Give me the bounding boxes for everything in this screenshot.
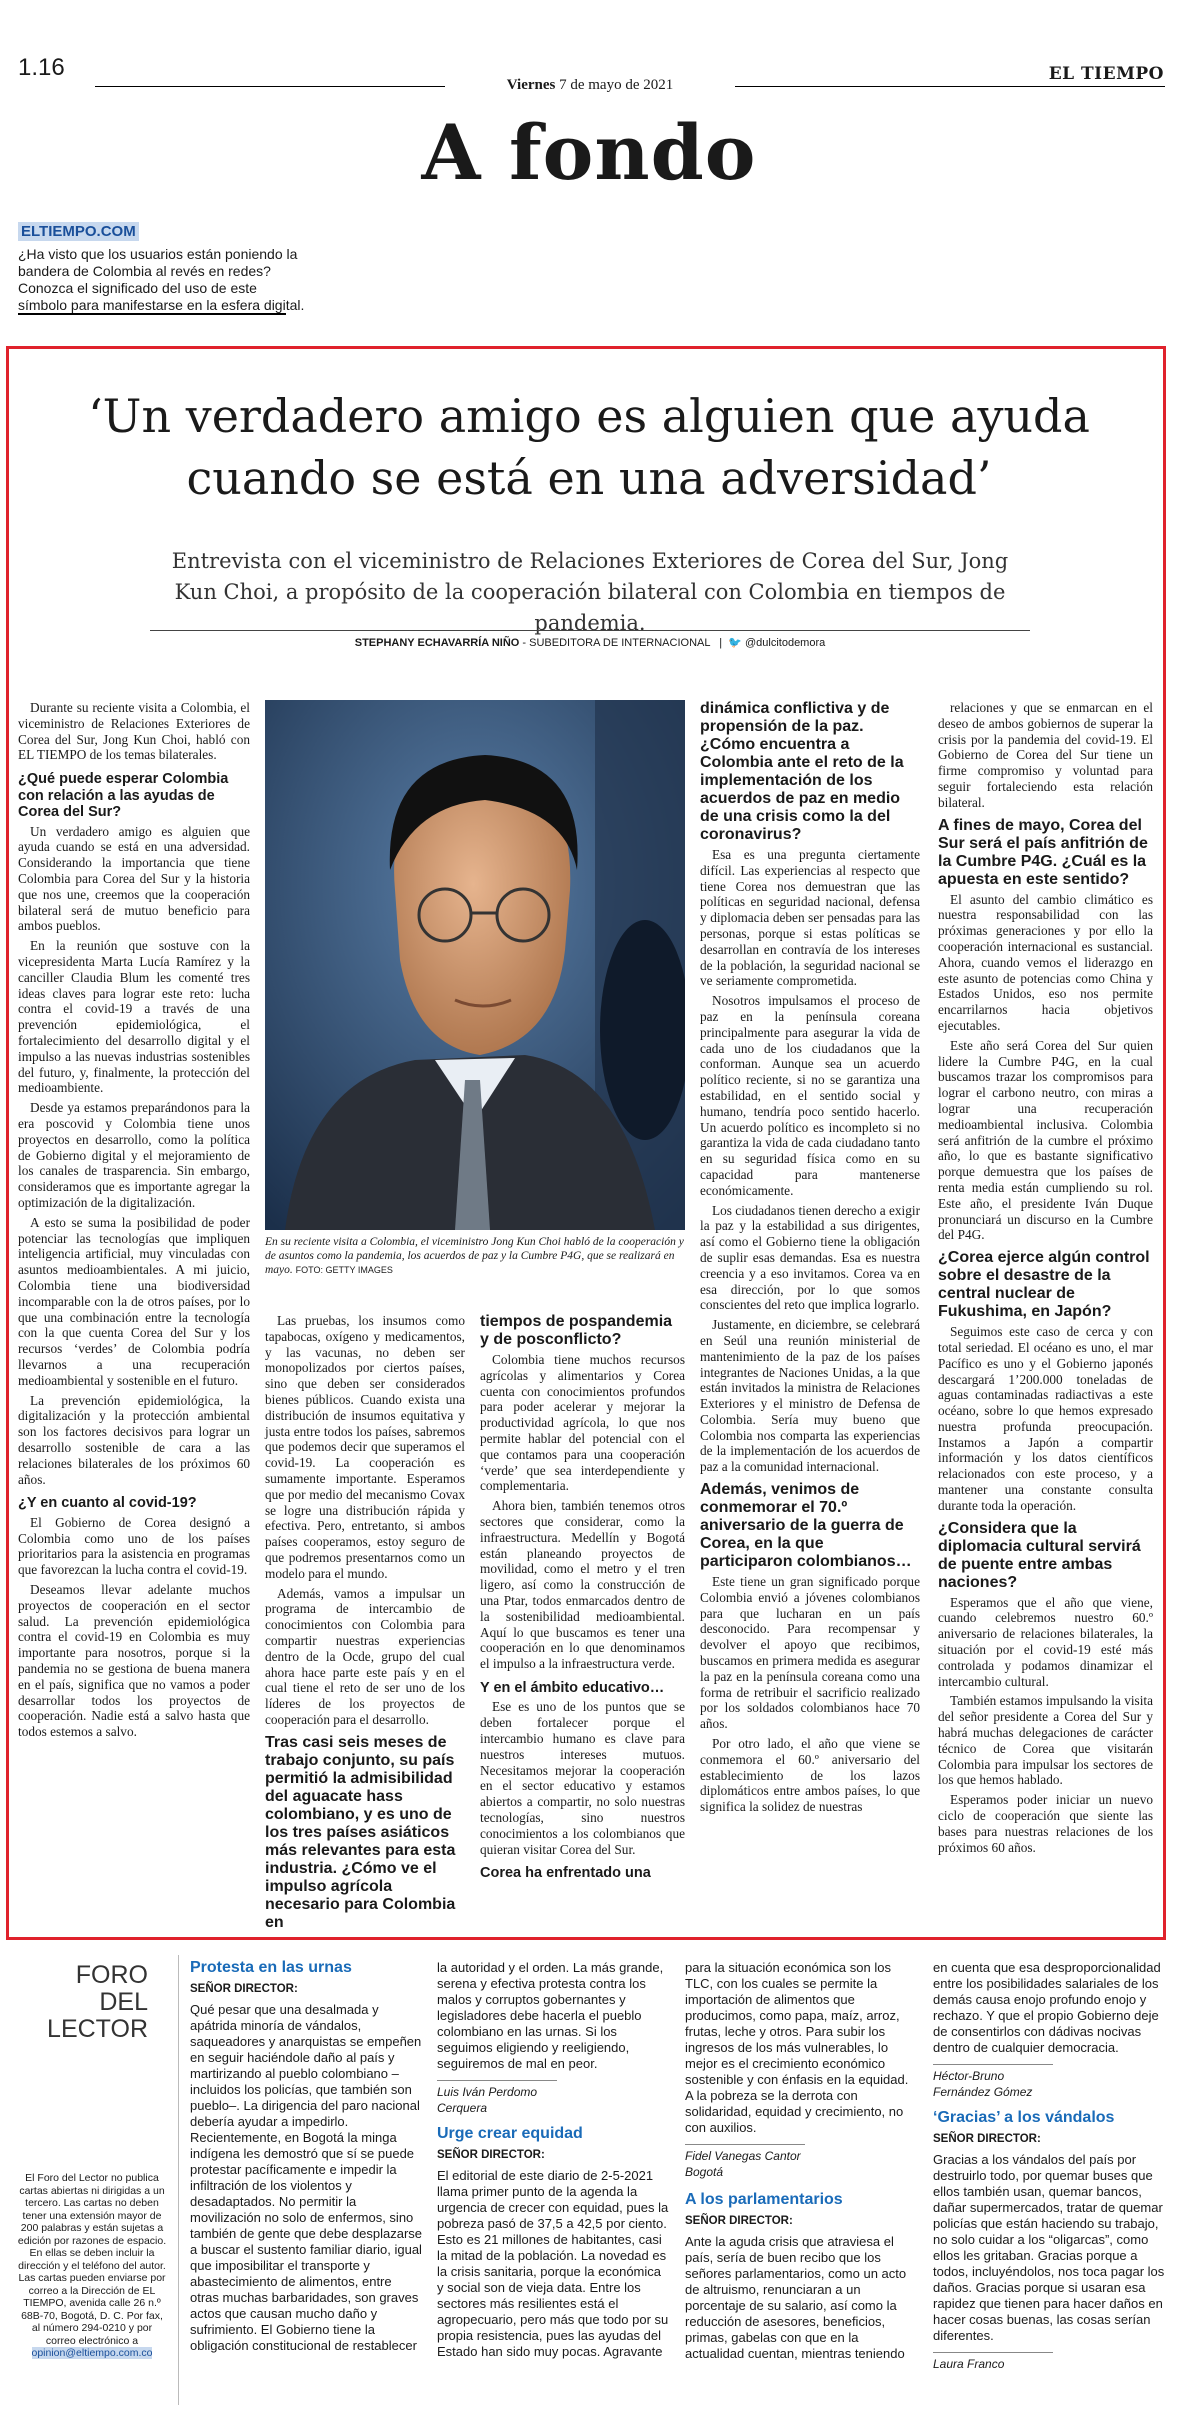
issue-date: Viernes 7 de mayo de 2021 — [506, 77, 674, 93]
question: ¿Y en cuanto al covid-19? — [18, 1495, 197, 1512]
twitter-handle[interactable]: @dulcitodemora — [744, 637, 826, 649]
question: A fines de mayo, Corea del Sur será el país anfitrión de la Cumbre P4G. ¿Cuál es la apuesta en este sentido? — [938, 816, 1148, 888]
photo-credit: FOTO: GETTY IMAGES — [295, 1265, 393, 1275]
question: tiempos de pospandemia y de posconflicto? — [480, 1313, 673, 1348]
question: ¿Considera que la diplomacia cultural servirá de puente entre ambas naciones? — [938, 1519, 1141, 1591]
letter-city: Bogotá — [685, 2165, 724, 2179]
header-rule-left — [95, 86, 445, 87]
author-name: STEPHANY ECHAVARRÍA NIÑO — [354, 637, 520, 649]
article-column-3: dinámica conflictiva y de propensión de la paz. ¿Cómo encuentra a Colombia ante el reto de la implementación de los acuerdos de paz en medio de una crisis como la del coronavirus? Esa es una pregunta ciertamente difícil. Las experiencias al respecto que tiene Corea nos demuestran que las políticas en seguridad nacional, defensa y diplomacia deben ser pensadas para las personas, porque si estas políticas se desarrollan en contravía de los intereses de la población, la seguridad nacional se ve seriamente comprometida. Nosotros impulsamos el proceso de paz en la península coreana principalmente para asegurar la vida de cada uno de los ciudadanos que la conforman. Aunque sea un acuerdo político reciente, si no se garantiza una estabilidad, en el sentido social y humano, tendría poco sentido hacerlo. Un acuerdo político es incompleto si no garantiza la vida de cada ciudadano tanto en su seguridad física como en su capacidad para mantenerse económicamente. Los ciudadanos tienen derecho a exigir la paz y la estabilidad a sus dirigentes, así como el Gobierno tiene la obligación de suplir esas demandas. Esa es nuestra creencia y a eso invitamos. Corea va en esa dirección, por lo que somos conscientes del reto que implica lograrlo. Justamente, en diciembre, se celebrará en Seúl una reunión ministerial de mantenimiento de la paz de los países integrantes de Naciones Unidas, a la que están invitados la ministra de Relaciones Exteriores y el ministro de Defensa de Colombia. Sería muy bueno que Colombia nos comparta las experiencias de la implementación de los acuerdos de paz a la comunidad internacional. Además, venimos de conmemorar el 70.º aniversario de la guerra de Corea, en la que participaron colombianos… Este tiene un gran significado porque Colombia envió a jóvenes colombianos para que lucharan en un país desconocido. Para recompensar y devolver el apoyo que recibimos, buscamos en primera medida es asegurar la paz en la península coreana como una forma de retribuir el sacrificio realizado por los soldados colombianos hace 70 años. Por otro lado, el año que viene se conmemora el 60.º aniversario del establecimiento de los lazos diplomáticos entre ambos países, lo que significa la solidez de nuestras — [700, 700, 920, 1815]
article-column-3-bottom: tiempos de pospandemia y de posconflicto? Colombia tiene muchos recursos agrícolas y alimentarios y Corea cuenta con conocimientos profundos para poder acelerar y mejorar la productividad agrícola, lo que nos permite hablar del potencial con el que contamos para una cooperación ‘verde’ que sea interdependiente y complementaria. Ahora bien, también tenemos otros sectores que considerar, como la infraestructura. Medellín y Bogotá están planeando proyectos de movilidad, como el metro y el tren ligero, así como la construcción de una Ptar, todos enmarcados dentro de la sostenibilidad medioambiental. Aquí lo que buscamos es tener una cooperación en lo que denominamos el impulso a la infraestructura verde. Y en el ámbito educativo… Ese es uno de los puntos que se deben fortalecer porque el intercambio humano es clave para nuestros intereses mutuos. Necesitamos mejorar la cooperación en el sector educativo y estamos abiertos a compartir, no solo nuestras tecnologías, sino nuestros conocimientos a los colombianos que quieran visitar Corea del Sur. Corea ha enfrentado una — [480, 1313, 685, 1882]
article-headline: ‘Un verdadero amigo es alguien que ayuda cuando se está en una adversidad’ — [88, 389, 1090, 505]
letter-1-continued: la autoridad y el orden. La más grande, serena y efectiva protesta contra los malos y corruptos gobernantes y legisladores debe hacerla el pueblo colombiano en las urnas. Si los seguimos eligiendo y reeligiendo, seguiremos de mal en peor. Luis Iván Perdomo Cerquera Urge crear equidad SEÑOR DIRECTOR: El editorial de este diario de 2-5-2021 llama primer punto de la agenda la urgencia de crecer con equidad, pues la pobreza pasó de 37,5 a 42,5 por ciento. Esto es 21 millones de habitantes, casi la mitad de la población. La novedad es la crisis sanitaria, porque la económica y social son de vieja data. Entre los sectores más resilientes está el agropecuario, pero más que todo por su propia resistencia, pues las ayudas del Estado han sido muy pocas. Agravante — [437, 1960, 669, 2359]
header-rule-right — [735, 86, 1165, 87]
masthead-logo: EL TIEMPO — [1048, 64, 1164, 84]
letter-2-continued: para la situación económica son los TLC, con los cuales se permite la importación de alimentos que producimos, como papa, maíz, arroz, frutas, leche y otros. Para subir los ingresos de los más vulnerables, lo mejor es el crecimiento económico sostenible y con énfasis en la equidad. A la pobreza se la derrota con solidaridad, equidad y crecimiento, no con auxilios. Fidel Vanegas Cantor Bogotá A los parlamentarios SEÑOR DIRECTOR: Ante la aguda crisis que atraviesa el país, sería de buen recibo que los señores parlamentarios, como un acto de altruismo, renunciaran a un porcentaje de su salario, así como la reducción de asesores, beneficios, primas, gabelas con que en la actualidad cuentan, mientras teniendo — [685, 1960, 917, 2364]
letters-divider — [178, 1955, 179, 2405]
letter-title: A los parlamentarios — [685, 2191, 843, 2208]
letter-1: Protesta en las urnas SEÑOR DIRECTOR: Qué pesar que una desalmada y apátrida minoría de vándalos, saqueadores y anarquistas se empeñen en seguir haciéndole daño al país y martirizando al pueblo colombiano –incluidos los policías, que también son pueblo–. La dirigencia del paro nacional debería ayudar a impedirlo. Recientemente, en Bogotá la minga indígena les demostró que sí se puede protestar pacíficamente e impedir la infiltración de los violentos y desadaptados. No permitir la movilización no solo de enfermos, sino también de gente que debe desplazarse a buscar el sustento familiar diario, igual que imposibilitar el transporte y abastecimiento de alimentos, entre otras muchas barbaridades, son graves actos que causan mucho daño y sufrimiento. El Gobierno tiene la obligación constitucional de restablecer — [190, 1959, 423, 2353]
web-teaser: ¿Ha visto que los usuarios están poniendo la bandera de Colombia al revés en redes? Conozca el significado del uso de este símbolo para manifestarse en la esfera digital. — [18, 246, 305, 313]
letter-title: Urge crear equidad — [437, 2125, 583, 2142]
letter-salutation: SEÑOR DIRECTOR: — [190, 1983, 298, 1995]
author-role: - SUBEDITORA DE INTERNACIONAL — [522, 637, 711, 649]
letter-title: ‘Gracias’ a los vándalos — [933, 2109, 1115, 2126]
question: Además, venimos de conmemorar el 70.º aniversario de la guerra de Corea, en la que participaron colombianos… — [700, 1481, 912, 1571]
question: Y en el ámbito educativo… — [480, 1679, 665, 1696]
question: ¿Corea ejerce algún control sobre el desastre de la central nuclear de Fukushima, en Japón? — [938, 1249, 1150, 1321]
article-column-2: Las pruebas, los insumos como tapabocas, oxígeno y medicamentos, y las vacunas, no deben ser monopolizados por ciertos países, sino que deben ser considerados bienes públicos. Cuando exista una distribución de insumos equitativa y justa entre todos los países, sabremos que podemos decir que superamos el covid-19. La cooperación es sumamente importante. Esperamos que por medio del mecanismo Covax se logre una distribución rápida y efectiva. Pero, entretanto, si ambos países cooperamos, estoy seguro de que podremos presentarnos como un modelo para el mundo. Además, vamos a impulsar un programa de intercambio de conocimientos con Colombia para compartir nuestras experiencias dentro de la Ocde, grupo del cual ahora hace parte este país y en el cual tiene el reto de ser uno de los líderes de los proyectos de cooperación para el desarrollo. Tras casi seis meses de trabajo conjunto, su país permitió la admisibilidad del aguacate hass colombiano, y es uno de los tres países asiáticos más relevantes para esta industria. ¿Cómo ve el impulso agrícola necesario para Colombia en — [265, 1313, 465, 1931]
web-teaser-rule — [18, 313, 286, 315]
section-title: A fondo — [421, 108, 757, 197]
letter-signature: Fidel Vanegas Cantor — [685, 2144, 805, 2164]
question: ¿Qué puede esperar Colombia con relación a las ayudas de Corea del Sur? — [18, 771, 229, 821]
letter-signature: Luis Iván Perdomo Cerquera — [437, 2080, 557, 2116]
letters-section-title: FORO DEL LECTOR — [47, 1961, 148, 2043]
article-deck: Entrevista con el viceministro de Relaciones Exteriores de Corea del Sur, Jong Kun Choi, a propósito de la cooperación bilateral con Colombia en tiempos de pandemia. — [171, 549, 1009, 635]
letter-salutation: SEÑOR DIRECTOR: — [933, 2133, 1041, 2145]
article-column-4: relaciones y que se enmarcan en el deseo de ambos gobiernos de superar la crisis por la pandemia del covid-19. El Gobierno de Corea del Sur tiene un firme compromiso y voluntad para seguir fortaleciendo esta relación bilateral. A fines de mayo, Corea del Sur será el país anfitrión de la Cumbre P4G. ¿Cuál es la apuesta en este sentido? El asunto del cambio climático es nuestra responsabilidad con las próximas generaciones y por ello la cooperación internacional es sustancial. Ahora, cuando vemos el liderazgo en este asunto de potencias como China y Estados Unidos, eso nos permite encarrilarnos hacia objetivos ejecutables. Este año será Corea del Sur quien lidere la Cumbre P4G, en la cual buscamos trazar los compromisos para lograr el carbono neutro, con miras a lograr una recuperación medioambiental inclusiva. Colombia será anfitrión de la cumbre el próximo año, lo que es bastante significativo porque demuestra que los países de renta media están cumpliendo su rol. Este año, el presidente Iván Duque pronunciará un discurso en la Cumbre del P4G. ¿Corea ejerce algún control sobre el desastre de la central nuclear de Fukushima, en Japón? Seguimos este caso de cerca y con total seriedad. El océano es uno, el mar Pacífico es uno y el Gobierno japonés descargará 1’200.000 toneladas de aguas contaminadas radiactivas a este océano, sobre lo que hemos expresado nuestra profunda preocupación. Instamos a Japón a compartir información y los datos científicos relacionados con este proceso, y a mantener una constante consulta durante toda la operación. ¿Considera que la diplomacia cultural servirá de puente entre ambas naciones? Esperamos que el año que viene, cuando celebremos nuestro 60.º aniversario de relaciones bilaterales, la situación por el covid-19 esté más controlada y podamos dinamizar el intercambio cultural. También estamos impulsando la visita del señor presidente a Corea del Sur y habrá muchas delegaciones de carácter técnico de Corea que visitarán Colombia para impulsar los sectores de los que hemos hablado. Esperamos poder iniciar un nuevo ciclo de cooperación que siente las bases para nuestras relaciones de los próximos 60 años. — [938, 700, 1153, 1855]
interview-photo — [265, 700, 685, 1230]
byline: STEPHANY ECHAVARRÍA NIÑO - SUBEDITORA DE INTERNACIONAL | 🐦 @dulcitodemora — [354, 637, 826, 649]
letters-policy-note: El Foro del Lector no publica cartas abiertas ni dirigidas a un tercero. Las cartas no deben tener una extensión mayor de 200 palabras y están sujetas a edición por razones de espacio. En ellas se deben incluir la dirección y el teléfono del autor. Las cartas pueden enviarse por correo a la Dirección de EL TIEMPO, avenida calle 26 n.º 68B-70, Bogotá, D. C. Por fax, al número 294-0210 y por correo electrónico a opinion@eltiempo.com.co — [17, 2172, 167, 2359]
photo-caption: En su reciente visita a Colombia, el viceministro Jong Kun Choi habló de la cooperación y de asuntos como la pandemia, los acuerdos de paz y la Cumbre P4G, que se realizará en mayo. FOTO: GETTY IMAGES — [265, 1236, 684, 1276]
page-number: 1.16 — [18, 54, 65, 81]
letter-title: Protesta en las urnas — [190, 1959, 352, 1976]
article-column-1: Durante su reciente visita a Colombia, el viceministro de Relaciones Exteriores de Corea del Sur, Jong Kun Choi, habló con EL TIEMPO de los temas bilaterales. ¿Qué puede esperar Colombia con relación a las ayudas de Corea del Sur? Un verdadero amigo es alguien que ayuda cuando se está en una adversidad. Considerando la importancia que tiene Colombia para Corea del Sur y la historia que nos une, creemos que la cooperación bilateral será de mutuo beneficio para ambos pueblos. En la reunión que sostuve con la vicepresidenta Marta Lucía Ramírez y la canciller Claudia Blum les comenté tres ideas claves para lograr este reto: lucha contra el covid-19 a través de una prevención epidemiológica, el fortalecimiento del desarrollo digital y el impulso a las nuevas industrias sostenibles del futuro, y, finalmente, la protección del medioambiente. Desde ya estamos preparándonos para la era poscovid y Colombia tiene unos proyectos en desarrollo, como la política de Gobierno digital y el mejoramiento de los canales de trasparencia. Sin embargo, consideramos que es importante agregar la optimización de la digitalización. A esto se suma la posibilidad de poder potenciar las tecnologías que impliquen inteligencia artificial, muy vinculadas con asuntos medioambientales. A mi juicio, Colombia tiene una biodiversidad incomparable con la de otros países, por lo que una combinación entre la tecnología con la que cuenta Corea del Sur y los recursos ‘verdes’ de Colombia podría llevarnos a una recuperación medioambiental y sostenible en el futuro. La prevención epidemiológica, la digitalización y la protección ambiental son los factores decisivos para lograr un desarrollo sostenible de cara a las relaciones bilaterales de los próximos 60 años. ¿Y en cuanto al covid-19? El Gobierno de Corea designó a Colombia como uno de los países prioritarios para la asistencia en programas que favorezcan la lucha contra el covid-19. Deseamos llevar adelante muchos proyectos de cooperación en el sector salud. La prevención epidemiológica contra el covid-19 en Colombia es muy importante para nosotros, porque si la pandemia no se gestiona de buena manera en el país, significa que no vamos a poder desarrollar todos los proyectos de cooperación. Nadie está a salvo hasta que todos estemos a salvo. — [18, 700, 250, 1740]
letters-email[interactable]: opinion@eltiempo.com.co — [31, 2347, 153, 2359]
letter-signature: Laura Franco — [933, 2352, 1053, 2372]
letter-3-continued: en cuenta que esa desproporcionalidad entre los posibilidades salariales de los demás causa enojo profundo enojo y rechazo. Y que el propio Gobierno deje de consentirlos con dádivas nocivas dentro de cualquier democracia. Héctor-Bruno Fernández Gómez ‘Gracias’ a los vándalos SEÑOR DIRECTOR: Gracias a los vándalos del país por destruirlo todo, por quemar buses que ellos también usan, quemar bancos, dañar supermercados, tratar de quemar policías que están haciendo su trabajo, no solo cuidar a los “oligarcas”, como ellos les gritaban. Gracias porque a todos, incluyéndolos, nos toca pagar los daños. Gracias porque si usaran esa rapidez que tienen para hacer daños en hacer cosas buenas, las cosas serían diferentes. Laura Franco — [933, 1960, 1165, 2371]
letter-salutation: SEÑOR DIRECTOR: — [437, 2149, 545, 2161]
twitter-icon: 🐦 — [728, 637, 742, 649]
question: dinámica conflictiva y de propensión de la paz. ¿Cómo encuentra a Colombia ante el reto de la implementación de los acuerdos de paz en medio de una crisis como la del coronavirus? — [700, 700, 904, 843]
web-link-label[interactable]: ELTIEMPO.COM — [18, 222, 139, 241]
letter-signature: Héctor-Bruno Fernández Gómez — [933, 2064, 1053, 2100]
letter-salutation: SEÑOR DIRECTOR: — [685, 2215, 793, 2227]
question: Corea ha enfrentado una — [480, 1865, 651, 1882]
byline-rule — [150, 630, 1030, 631]
question: Tras casi seis meses de trabajo conjunto, su país permitió la admisibilidad del aguacate hass colombiano, y es uno de los tres países asiáticos más relevantes para esta industria. ¿Cómo ve el impulso agrícola necesario para Colombia en — [265, 1733, 456, 1931]
